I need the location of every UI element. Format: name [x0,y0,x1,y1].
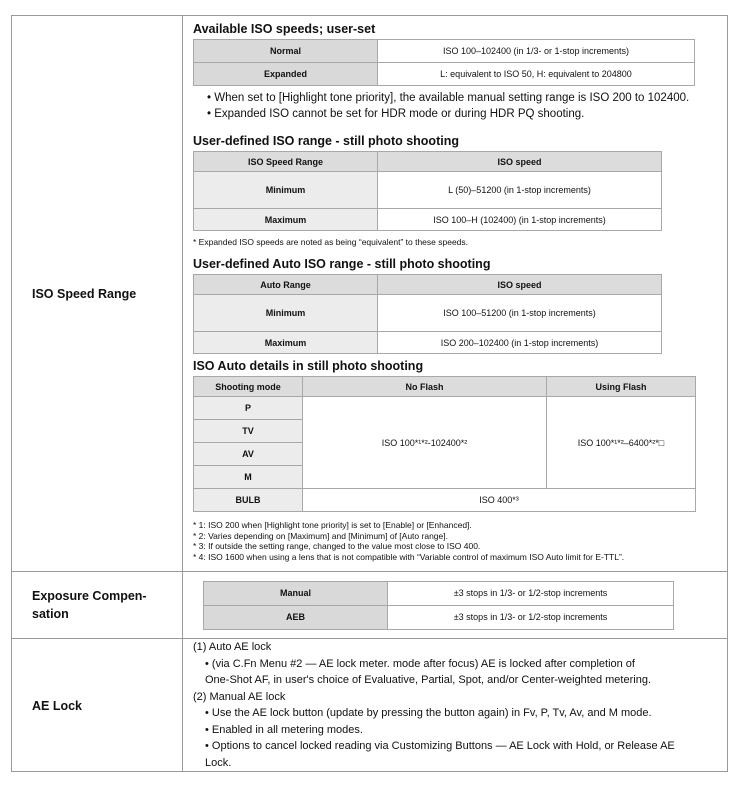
table-row [194,332,662,354]
row-label-line: Exposure Compen- [32,589,147,603]
column-header: ISO Speed Range [194,152,378,172]
section-title: Available ISO speeds; user-set [193,22,376,36]
table-row [204,581,674,605]
list-item: • Enabled in all metering modes. [205,723,363,736]
spec-row-ae-lock [12,639,728,772]
table-row [194,489,696,512]
mode-cell: BULB [194,489,303,512]
spec-row-iso-speed-range [12,16,728,572]
row-value: ±3 stops in 1/3- or 1/2-stop increments [388,581,674,605]
row-content [183,16,728,572]
list-item: • Use the AE lock button (update by pressing the button again) in Fv, P, Tv, Av, and M mode. [205,707,652,719]
footnote: * 4: ISO 1600 when using a lens that is not compatible with “Variable control of maximum ISO Auto limit for E-TTL”. [193,551,625,562]
section-title: User-defined Auto ISO range - still photo shooting [193,257,491,271]
exposure-compensation-table [203,581,674,630]
row-content [183,639,728,772]
footnote: * 3: If outside the setting range, changed to the value most close to ISO 400. [193,541,481,551]
row-value: ±3 stops in 1/3- or 1/2-stop increments [388,605,674,629]
footnote: * 1: ISO 200 when [Highlight tone priority] is set to [Enable] or [Enhanced]. [193,520,472,530]
table-row [194,172,662,209]
row-value: ISO 200–102400 (in 1-stop increments) [378,332,662,354]
table-row [194,63,695,86]
spec-row-exposure-compensation [12,572,728,639]
row-label [12,572,183,639]
row-value: ISO 100–H (102400) (in 1-stop increments) [378,209,662,231]
table-row [194,209,662,231]
row-label: ISO Speed Range [12,16,183,572]
row-header: AEB [204,605,388,629]
row-header: Maximum [194,209,378,231]
user-iso-table [193,151,662,231]
bulb-value: ISO 400*³ [303,489,696,512]
spec-table [11,15,728,772]
table-header-row [194,275,662,295]
row-value: ISO 100–102400 (in 1/3- or 1-stop increments) [378,40,695,63]
list-heading: (1) Auto AE lock [193,641,272,653]
footnote: * Expanded ISO speeds are noted as being “equivalent” to these speeds. [193,237,469,247]
table-row [194,397,696,420]
table-header-row [194,152,662,172]
column-header: No Flash [303,377,547,397]
footnote: * 2: Varies depending on [Maximum] and [Minimum] of [Auto range]. [193,530,448,541]
row-label: AE Lock [12,639,183,772]
mode-cell: TV [194,420,303,443]
auto-iso-table [193,274,662,354]
row-header: Expanded [194,63,378,86]
using-flash-value: ISO 100*¹*²–6400*²*□ [547,397,696,489]
column-header: Shooting mode [194,377,303,397]
mode-cell: P [194,397,303,420]
table-header-row [194,377,696,397]
row-content [183,572,728,639]
section-title: ISO Auto details in still photo shooting [193,359,424,373]
list-item-continued: One-Shot AF, in user's choice of Evaluative, Partial, Spot, and/or Center-weighted metering. [205,674,651,686]
row-header: Minimum [194,172,378,209]
column-header: Auto Range [194,275,378,295]
row-header: Minimum [194,295,378,332]
no-flash-value: ISO 100*¹*²-102400*² [303,397,547,489]
row-value: L (50)–51200 (in 1-stop increments) [378,172,662,209]
list-item: • (via C.Fn Menu #2 — AE lock meter. mode after focus) AE is locked after completion of [205,657,635,670]
section-title: User-defined ISO range - still photo shooting [193,134,459,148]
row-header: Normal [194,40,378,63]
table-row [194,295,662,332]
mode-cell: AV [194,443,303,466]
row-value: ISO 100–51200 (in 1-stop increments) [378,295,662,332]
list-heading: (2) Manual AE lock [193,690,286,703]
row-value: L: equivalent to ISO 50, H: equivalent to 204800 [378,63,695,86]
row-header: Maximum [194,332,378,354]
footnotes [193,520,717,562]
iso-auto-details-table [193,376,696,512]
row-label-line: sation [32,607,69,621]
available-iso-table [193,39,695,86]
list-item: • Options to cancel locked reading via Customizing Buttons — AE Lock with Hold, or Release AE [205,740,675,752]
column-header: ISO speed [378,152,662,172]
row-header: Manual [204,581,388,605]
table-row [204,605,674,629]
bullet-item: • Expanded ISO cannot be set for HDR mode or during HDR PQ shooting. [207,108,585,120]
bullet-item: • When set to [Highlight tone priority], the available manual setting range is ISO 200 to 102400. [207,92,690,104]
table-row [194,40,695,63]
column-header: Using Flash [547,377,696,397]
list-item-continued: Lock. [205,756,232,769]
column-header: ISO speed [378,275,662,295]
bullet-list [207,90,717,122]
mode-cell: M [194,466,303,489]
